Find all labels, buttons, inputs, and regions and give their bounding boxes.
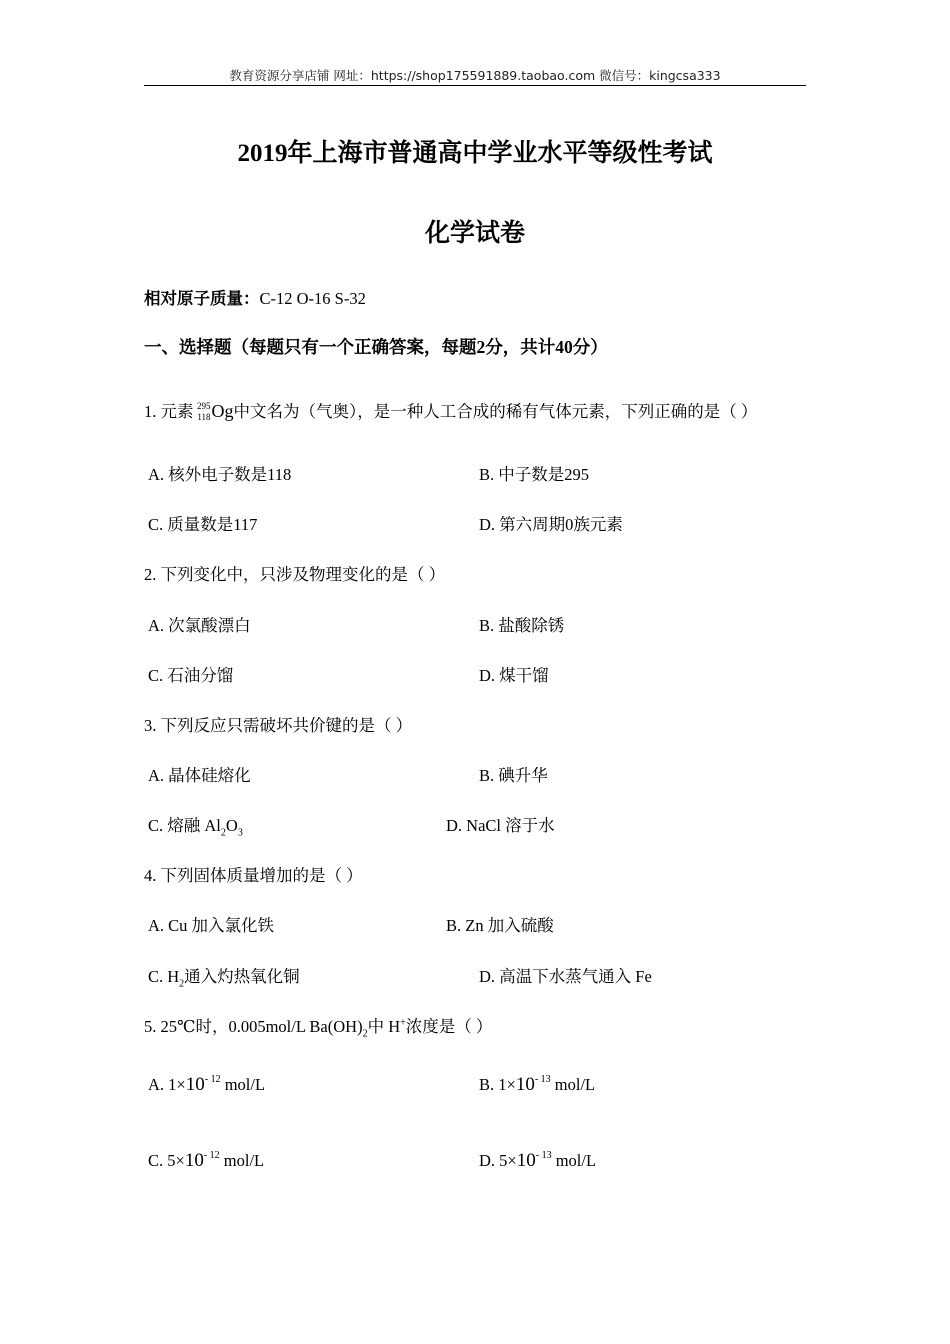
q2-option-a: A. 次氯酸漂白 (148, 616, 251, 635)
mass-number: 295 (197, 401, 211, 411)
q5-d-exp: - 13 (535, 1150, 552, 1161)
q5-stem-c: 浓度是（ ） (405, 1017, 493, 1036)
q5-a-unit: mol/L (220, 1075, 266, 1094)
page-header: 教育资源分享店铺 网址：https://shop175591889.taobao.com 微信号：kingcsa333 (229, 68, 721, 83)
atomic-number: 118 (197, 412, 211, 422)
question-3-stem: 3. 下列反应只需破坏共价键的是（ ） (144, 716, 413, 735)
q1-rest: 中文名为（气奥），是一种人工合成的稀有气体元素，下列正确的是（ ） (233, 402, 758, 421)
q5-b-exp: - 13 (534, 1074, 551, 1085)
q5-a-exp: - 12 (204, 1074, 221, 1085)
q5-c-unit: mol/L (219, 1151, 265, 1170)
question-4-stem: 4. 下列固体质量增加的是（ ） (144, 866, 363, 885)
q5-stem-sub: 2 (362, 1028, 368, 1040)
q1-prefix: 1. 元素 (144, 402, 194, 421)
q3-option-b: B. 碘升华 (479, 766, 548, 785)
q1-option-a: A. 核外电子数是118 (148, 465, 292, 484)
q1-option-d: D. 第六周期0族元素 (479, 515, 623, 534)
q4-option-a: A. Cu 加入氯化铁 (148, 916, 275, 935)
q1-option-b: B. 中子数是295 (479, 465, 590, 484)
element-symbol: Og (211, 401, 234, 421)
q2-option-d: D. 煤干馏 (479, 666, 549, 685)
q4-c-sub: 2 (179, 978, 185, 990)
q5-stem-sup: + (400, 1017, 406, 1029)
header-divider (144, 85, 806, 86)
q5-option-d (479, 1150, 596, 1172)
q5-d-prefix: D. 5× (479, 1151, 517, 1170)
question-5-stem (144, 1013, 492, 1039)
q5-b-unit: mol/L (550, 1075, 596, 1094)
q3-c-mid: O (225, 816, 238, 835)
exam-title: 2019年上海市普通高中学业水平等级性考试 (237, 140, 713, 167)
q5-stem-b: 中 H (367, 1017, 401, 1036)
q3-option-a: A. 晶体硅熔化 (148, 766, 251, 785)
q5-a-prefix: A. 1× (148, 1075, 186, 1094)
q2-option-b: B. 盐酸除锈 (479, 616, 565, 635)
question-1-stem (144, 398, 757, 423)
q3-option-c (148, 812, 243, 838)
q5-option-b (479, 1074, 595, 1096)
q4-option-c (148, 963, 300, 989)
q5-c-base: 10 (184, 1150, 204, 1171)
q5-c-exp: - 12 (203, 1150, 220, 1161)
q4-c-rest: 通入灼热氧化铜 (184, 967, 300, 986)
atomic-mass-line (144, 285, 366, 309)
q5-option-c (148, 1150, 264, 1172)
section-heading: 一、选择题（每题只有一个正确答案，每题2分，共计40分） (144, 337, 608, 357)
q3-c-sub2: 3 (237, 827, 243, 839)
q5-c-prefix: C. 5× (148, 1151, 185, 1170)
q5-d-base: 10 (516, 1150, 536, 1171)
q4-option-b: B. Zn 加入硫酸 (446, 916, 554, 935)
q3-c-text: C. 熔融 Al (148, 816, 221, 835)
q4-c-prefix: C. H (148, 967, 180, 986)
q5-d-unit: mol/L (551, 1151, 597, 1170)
q5-option-a (148, 1074, 265, 1096)
q5-b-prefix: B. 1× (479, 1075, 516, 1094)
q1-option-c: C. 质量数是117 (148, 515, 258, 534)
question-2-stem: 2. 下列变化中，只涉及物理变化的是（ ） (144, 565, 446, 584)
q5-stem-a: 5. 25℃时，0.005mol/L Ba(OH) (144, 1017, 363, 1036)
q4-option-d: D. 高温下水蒸气通入 Fe (479, 967, 652, 986)
q3-option-d: D. NaCl 溶于水 (446, 816, 555, 835)
atomic-mass-values: C-12 O-16 S-32 (259, 289, 366, 308)
q5-a-base: 10 (185, 1074, 205, 1095)
exam-subtitle: 化学试卷 (424, 220, 525, 247)
q5-b-base: 10 (515, 1074, 535, 1095)
q3-c-sub1: 2 (220, 827, 226, 839)
q2-option-c: C. 石油分馏 (148, 666, 234, 685)
atomic-mass-label: 相对原子质量： (144, 289, 260, 308)
isotope-notation (194, 401, 212, 423)
